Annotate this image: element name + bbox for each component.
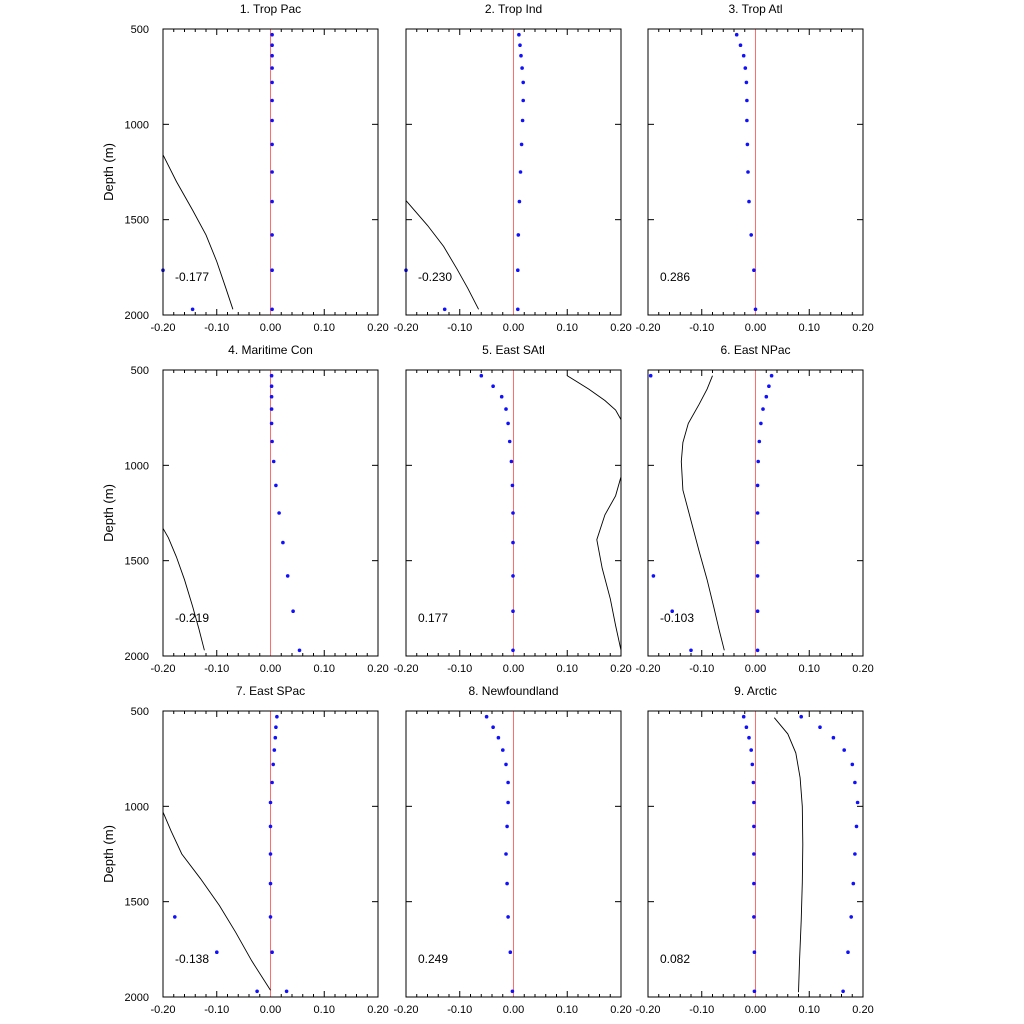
data-point — [756, 541, 760, 545]
data-point — [274, 725, 278, 729]
data-point — [285, 990, 289, 994]
data-point — [269, 882, 273, 886]
data-point — [270, 99, 274, 103]
correlation-curve — [681, 376, 724, 651]
x-tick-label: 0.20 — [610, 322, 632, 334]
panel-2 — [393, 2, 631, 334]
panel-title: 3. Trop Atl — [728, 2, 783, 16]
data-point — [749, 233, 753, 237]
y-tick-label: 500 — [130, 365, 149, 377]
x-tick-label: 0.10 — [313, 663, 335, 675]
panel-title: 2. Trop Ind — [484, 2, 543, 16]
data-point — [516, 308, 520, 312]
data-point — [511, 574, 515, 578]
y-tick-label: 1000 — [124, 460, 149, 473]
data-point — [270, 54, 274, 58]
data-point — [286, 574, 290, 578]
y-tick-label: 1000 — [124, 119, 149, 132]
data-point — [506, 801, 510, 805]
data-point — [752, 801, 756, 805]
data-point — [851, 763, 855, 767]
x-tick-label: 0.00 — [259, 1004, 282, 1016]
data-point — [270, 233, 274, 237]
x-tick-label: -0.20 — [150, 1004, 176, 1016]
data-point — [516, 268, 520, 272]
x-tick-label: -0.20 — [635, 322, 661, 334]
data-point — [853, 852, 857, 856]
data-point — [517, 33, 521, 37]
panel-3 — [635, 2, 873, 334]
x-tick-label: 0.20 — [610, 1004, 632, 1016]
data-point — [652, 574, 656, 578]
data-point — [510, 460, 514, 464]
data-point — [270, 374, 274, 378]
data-point — [269, 801, 273, 805]
x-tick-label: -0.20 — [150, 322, 176, 334]
x-tick-label: 0.10 — [798, 1004, 820, 1016]
data-point — [270, 950, 274, 954]
x-tick-label: 0.10 — [313, 322, 335, 334]
data-point — [191, 308, 195, 312]
data-point — [269, 852, 273, 856]
correlation-value: -0.219 — [175, 611, 210, 625]
correlation-curve — [567, 376, 621, 420]
panel-title: 6. East NPac — [720, 343, 791, 357]
data-point — [745, 81, 749, 85]
data-point — [215, 950, 219, 954]
data-point — [756, 460, 760, 464]
data-point — [749, 748, 753, 752]
data-point — [753, 990, 757, 994]
y-tick-label: 2000 — [124, 310, 149, 322]
x-tick-label: 0.20 — [367, 663, 389, 675]
panel-title: 4. Maritime Con — [228, 343, 313, 357]
data-point — [497, 736, 501, 740]
data-point — [511, 541, 515, 545]
data-point — [765, 395, 769, 399]
data-point — [745, 119, 749, 123]
data-point — [767, 384, 771, 388]
data-point — [747, 200, 751, 204]
data-point — [491, 725, 495, 729]
data-point — [752, 882, 756, 886]
data-point — [832, 736, 836, 740]
x-tick-label: 0.00 — [744, 1004, 767, 1016]
data-point — [752, 915, 756, 919]
data-point — [271, 763, 275, 767]
y-axis-label: Depth (m) — [101, 143, 116, 201]
x-tick-label: 0.00 — [744, 663, 767, 675]
data-point — [511, 990, 515, 994]
correlation-curve — [163, 155, 233, 309]
data-point — [270, 66, 274, 70]
data-point — [173, 915, 177, 919]
y-tick-label: 2000 — [124, 651, 149, 663]
data-point — [269, 825, 273, 829]
data-point — [511, 649, 515, 653]
correlation-curve — [597, 477, 621, 651]
x-tick-label: -0.10 — [689, 663, 715, 675]
data-point — [277, 511, 281, 515]
data-point — [270, 407, 274, 411]
data-point — [506, 915, 510, 919]
x-tick-label: 0.00 — [259, 663, 282, 675]
data-point — [752, 825, 756, 829]
data-point — [753, 950, 757, 954]
data-point — [273, 748, 277, 752]
data-point — [270, 33, 274, 37]
data-point — [270, 200, 274, 204]
data-point — [281, 541, 285, 545]
correlation-value: 0.082 — [660, 952, 691, 966]
data-point — [274, 484, 278, 488]
y-tick-label: 2000 — [124, 992, 149, 1004]
data-point — [754, 308, 758, 312]
y-axis-label: Depth (m) — [101, 484, 116, 542]
data-point — [746, 143, 750, 147]
data-point — [480, 374, 484, 378]
data-point — [521, 81, 525, 85]
data-point — [505, 882, 509, 886]
data-point — [518, 200, 522, 204]
x-tick-label: -0.10 — [447, 663, 473, 675]
correlation-value: 0.286 — [660, 270, 691, 284]
data-point — [506, 422, 510, 426]
data-point — [270, 781, 274, 785]
x-tick-label: -0.10 — [204, 1004, 230, 1016]
data-point — [752, 852, 756, 856]
x-tick-label: 0.10 — [798, 322, 820, 334]
data-point — [518, 43, 522, 47]
y-tick-label: 500 — [130, 24, 149, 36]
x-tick-label: 0.20 — [610, 663, 632, 675]
data-point — [846, 950, 850, 954]
correlation-value: 0.177 — [418, 611, 449, 625]
data-point — [744, 66, 748, 70]
data-point — [270, 308, 274, 312]
data-point — [739, 43, 743, 47]
x-tick-label: 0.20 — [367, 322, 389, 334]
data-point — [274, 736, 278, 740]
data-point — [270, 440, 274, 444]
data-point — [511, 609, 515, 613]
data-point — [270, 268, 274, 272]
data-point — [485, 715, 489, 719]
correlation-value: -0.103 — [660, 611, 695, 625]
x-tick-label: 0.10 — [556, 663, 578, 675]
x-tick-label: -0.10 — [689, 1004, 715, 1016]
data-point — [508, 440, 512, 444]
data-point — [756, 511, 760, 515]
data-point — [745, 99, 749, 103]
data-point — [520, 66, 524, 70]
x-tick-label: -0.20 — [393, 322, 419, 334]
data-point — [853, 781, 857, 785]
data-point — [270, 43, 274, 47]
data-point — [756, 574, 760, 578]
data-point — [759, 422, 763, 426]
y-tick-label: 500 — [130, 706, 149, 718]
data-point — [255, 990, 259, 994]
data-point — [504, 407, 508, 411]
data-point — [270, 81, 274, 85]
x-tick-label: 0.00 — [744, 322, 767, 334]
data-point — [298, 649, 302, 653]
x-tick-label: 0.10 — [313, 1004, 335, 1016]
data-point — [842, 748, 846, 752]
x-tick-label: -0.10 — [204, 663, 230, 675]
data-point — [511, 484, 515, 488]
data-point — [747, 736, 751, 740]
data-point — [849, 915, 853, 919]
x-tick-label: 0.20 — [852, 663, 874, 675]
panel-title: 7. East SPac — [235, 684, 306, 698]
data-point — [506, 781, 510, 785]
data-point — [517, 233, 521, 237]
data-point — [770, 374, 774, 378]
panel-title: 9. Arctic — [734, 684, 777, 698]
data-point — [756, 484, 760, 488]
data-point — [855, 825, 859, 829]
panel-5 — [393, 343, 631, 675]
x-tick-label: 0.20 — [367, 1004, 389, 1016]
data-point — [751, 763, 755, 767]
x-tick-label: 0.10 — [798, 663, 820, 675]
data-point — [509, 950, 513, 954]
data-point — [856, 801, 860, 805]
data-point — [841, 990, 845, 994]
data-point — [649, 374, 653, 378]
data-point — [818, 725, 822, 729]
correlation-curve — [406, 201, 479, 310]
panel-title: 1. Trop Pac — [239, 2, 302, 16]
x-tick-label: -0.20 — [635, 663, 661, 675]
data-point — [504, 763, 508, 767]
panel-9 — [635, 684, 873, 1016]
data-point — [756, 609, 760, 613]
data-point — [291, 609, 295, 613]
data-point — [519, 54, 523, 58]
data-point — [272, 460, 276, 464]
y-tick-label: 1000 — [124, 801, 149, 814]
data-point — [504, 852, 508, 856]
data-point — [742, 54, 746, 58]
data-point — [270, 170, 274, 174]
x-tick-label: 0.00 — [502, 1004, 525, 1016]
data-point — [745, 725, 749, 729]
data-point — [799, 715, 803, 719]
data-point — [746, 170, 750, 174]
correlation-curve — [163, 528, 204, 650]
y-tick-label: 1500 — [124, 555, 149, 568]
x-tick-label: -0.20 — [393, 663, 419, 675]
data-point — [491, 384, 495, 388]
x-tick-label: -0.10 — [689, 322, 715, 334]
data-point — [752, 781, 756, 785]
panel-7 — [101, 684, 389, 1016]
data-point — [742, 715, 746, 719]
data-point — [501, 748, 505, 752]
x-tick-label: -0.20 — [393, 1004, 419, 1016]
data-point — [275, 715, 279, 719]
x-tick-label: 0.00 — [259, 322, 282, 334]
data-point — [761, 407, 765, 411]
data-point — [270, 143, 274, 147]
data-point — [521, 99, 525, 103]
data-point — [758, 440, 762, 444]
data-point — [500, 395, 504, 399]
x-tick-label: -0.10 — [447, 322, 473, 334]
panel-title: 8. Newfoundland — [468, 684, 559, 698]
correlation-value: -0.177 — [175, 270, 210, 284]
data-point — [852, 882, 856, 886]
y-axis-label: Depth (m) — [101, 825, 116, 883]
panel-1 — [101, 2, 389, 334]
data-point — [519, 170, 523, 174]
data-point — [689, 649, 693, 653]
x-tick-label: -0.10 — [204, 322, 230, 334]
correlation-value: -0.138 — [175, 952, 210, 966]
x-tick-label: -0.20 — [635, 1004, 661, 1016]
data-point — [521, 119, 525, 123]
y-tick-label: 1500 — [124, 896, 149, 909]
x-tick-label: 0.20 — [852, 322, 874, 334]
x-tick-label: 0.00 — [502, 663, 525, 675]
data-point — [520, 143, 524, 147]
x-tick-label: 0.20 — [852, 1004, 874, 1016]
data-point — [269, 915, 273, 919]
data-point — [735, 33, 739, 37]
correlation-curve — [774, 718, 803, 993]
panel-8 — [393, 684, 631, 1016]
x-tick-label: 0.00 — [502, 322, 525, 334]
x-tick-label: 0.10 — [556, 322, 578, 334]
data-point — [443, 308, 447, 312]
data-point — [270, 395, 274, 399]
correlation-value: 0.249 — [418, 952, 449, 966]
data-point — [270, 384, 274, 388]
data-point — [752, 268, 756, 272]
panel-title: 5. East SAtl — [482, 343, 545, 357]
panel-6 — [635, 343, 873, 675]
panel-4 — [101, 343, 389, 675]
data-point — [270, 422, 274, 426]
x-tick-label: 0.10 — [556, 1004, 578, 1016]
data-point — [756, 649, 760, 653]
data-point — [270, 119, 274, 123]
x-tick-label: -0.10 — [447, 1004, 473, 1016]
data-point — [505, 825, 509, 829]
x-tick-label: -0.20 — [150, 663, 176, 675]
data-point — [511, 511, 515, 515]
correlation-value: -0.230 — [418, 270, 453, 284]
y-tick-label: 1500 — [124, 214, 149, 227]
